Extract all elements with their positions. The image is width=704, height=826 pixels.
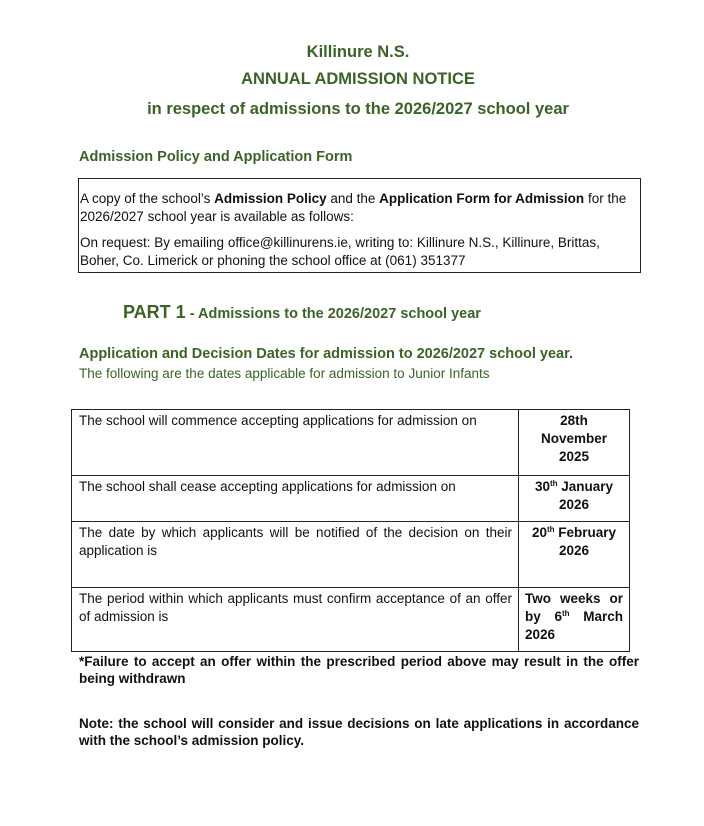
- contact-details-text: On request: By emailing office@killinurens.ie, writing to: Killinure N.S., Killinure, Brittas, Boher, Co. Limerick or phoning the school office at (061) 351377: [80, 235, 600, 268]
- table-row: [72, 410, 630, 476]
- row-description: The date by which applicants will be notified of the decision on their application is: [72, 522, 519, 588]
- notice-title: ANNUAL ADMISSION NOTICE: [241, 70, 475, 88]
- row-description: The period within which applicants must confirm acceptance of an offer of admission is: [72, 588, 519, 652]
- ordinal-suffix: th: [549, 479, 558, 488]
- text-segment: and the: [326, 191, 380, 206]
- part1-heading: [123, 302, 481, 323]
- date-day: 28th: [560, 413, 588, 428]
- date-year: 2026: [525, 627, 556, 642]
- row-description: The school will commence accepting applications for admission on: [72, 410, 519, 476]
- text-segment: for the 2026/2027 school year is available as follows:: [80, 191, 627, 224]
- row-date: [519, 588, 630, 652]
- ordinal-suffix: th: [546, 525, 555, 534]
- date-prefix: Two weeks or by 6: [525, 591, 623, 624]
- date-rest: February 2026: [554, 525, 617, 558]
- failure-warning-note: *Failure to accept an offer within the prescribed period above may result in the offer being withdrawn: [79, 654, 639, 686]
- policy-availability-text: [80, 190, 640, 226]
- application-form-label: Application Form for Admission: [379, 191, 585, 206]
- notice-subtitle: in respect of admissions to the 2026/2027 school year: [147, 100, 569, 118]
- dates-section-heading: Application and Decision Dates for admission to 2026/2027 school year.: [79, 346, 573, 362]
- table-row: [72, 476, 630, 522]
- date-day: 30: [534, 479, 550, 494]
- late-applications-note: Note: the school will consider and issue decisions on late applications in accordance with the school’s admission policy.: [79, 716, 639, 748]
- admission-policy-label: Admission Policy: [214, 191, 327, 206]
- row-description: The school shall cease accepting applications for admission on: [72, 476, 519, 522]
- date-rest: March: [569, 609, 623, 624]
- school-name: Killinure N.S.: [306, 43, 410, 61]
- table-row: [72, 588, 630, 652]
- row-date: [519, 522, 630, 588]
- dates-table: [71, 409, 630, 652]
- date-day: 20: [531, 525, 547, 540]
- part1-title: - Admissions to the 2026/2027 school year: [185, 306, 481, 322]
- row-date: [519, 476, 630, 522]
- part1-label: PART 1: [123, 302, 186, 322]
- policy-section-heading: Admission Policy and Application Form: [79, 149, 353, 165]
- ordinal-suffix: th: [561, 609, 570, 618]
- date-rest: November 2025: [540, 431, 608, 464]
- date-rest: January 2026: [557, 479, 614, 512]
- row-date: [519, 410, 630, 476]
- text-segment: A copy of the school’s: [80, 191, 215, 206]
- policy-info-box: [78, 178, 641, 273]
- dates-section-subheading: The following are the dates applicable for admission to Junior Infants: [79, 366, 490, 381]
- table-row: [72, 522, 630, 588]
